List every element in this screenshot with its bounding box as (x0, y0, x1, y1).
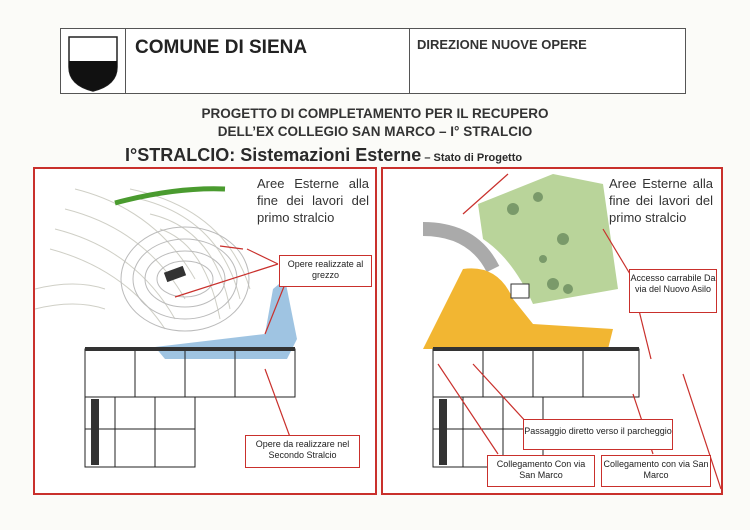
right-plan-panel (381, 167, 723, 495)
right-callout-link-left: Collegamento Con via San Marco (487, 455, 595, 487)
org-name: COMUNE DI SIENA (135, 37, 308, 58)
project-title-line2: DELL’EX COLLEGIO SAN MARCO – I° STRALCIO (217, 124, 533, 139)
left-caption: Aree Esterne alla fine dei lavori del primo stralcio (257, 176, 369, 225)
right-callout-access: Accesso carrabile Da via del Nuovo Asilo (629, 269, 717, 313)
header-table (60, 28, 686, 94)
right-callout-link-right: Collegamento con via San Marco (601, 455, 711, 487)
section-heading (125, 145, 522, 166)
left-callout-bottom: Opere da realizzare nel Secondo Stralcio (245, 435, 360, 468)
section-heading-main: I°STRALCIO: Sistemazioni Esterne (125, 145, 422, 165)
department-name: DIREZIONE NUOVE OPERE (417, 37, 587, 52)
right-callout-passage: Passaggio diretto verso il parcheggio (523, 419, 673, 450)
left-plan-panel (33, 167, 377, 495)
left-callout-top: Opere realizzate al grezzo (279, 255, 372, 287)
org-cell (125, 29, 410, 93)
siena-coat-of-arms-icon (61, 29, 125, 93)
coat-of-arms-cell (61, 29, 126, 93)
section-heading-suffix: – Stato di Progetto (421, 152, 523, 164)
project-title-line1: PROGETTO DI COMPLETAMENTO PER IL RECUPERO (201, 106, 549, 121)
right-caption: Aree Esterne alla fine dei lavori del primo stralcio (609, 176, 713, 225)
